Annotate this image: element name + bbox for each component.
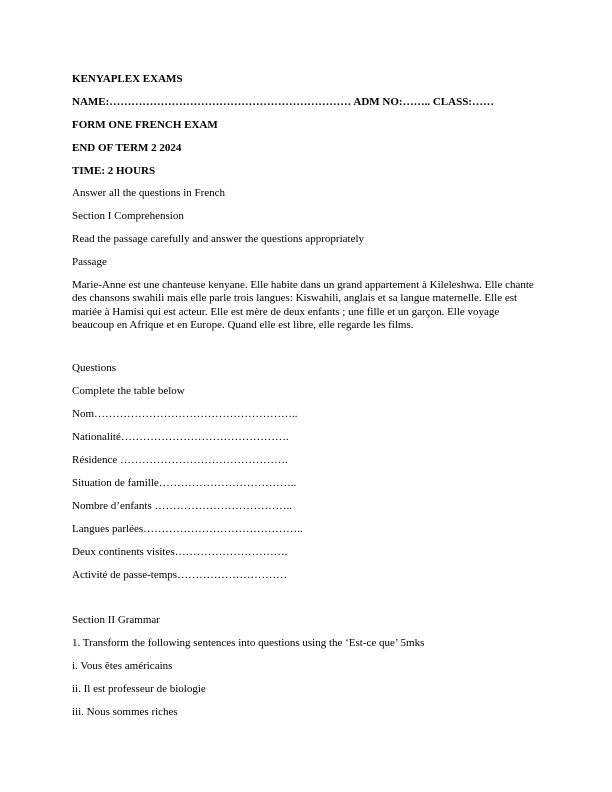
field-nombre-enfants: Nombre d’enfants ……………………………….. [72,500,292,512]
field-deux-continents: Deux continents visites…………………………. [72,546,288,558]
field-nom: Nom……………………………………………….. [72,408,298,420]
section2-title: Section II Grammar [72,614,160,626]
passage-label: Passage [72,256,107,268]
field-langues-parlees: Langues parlées…………………………………….. [72,523,303,535]
field-residence: Résidence ………………………………………. [72,454,288,466]
questions-label: Questions [72,362,116,374]
exam-title: FORM ONE FRENCH EXAM [72,119,218,131]
table-instruction: Complete the table below [72,385,185,397]
student-details-line: NAME:………………………………………………………… ADM NO:…….. CLASS:…… [72,96,494,108]
section1-title: Section I Comprehension [72,210,184,222]
field-nationalite: Nationalité………………………………………. [72,431,289,443]
passage-text: Marie-Anne est une chanteuse kenyane. Elle habite dans un grand appartement à Kileleshwa. Elle chante des chansons swahili mais elle parle trois langues: Kiswahili, anglais et sa langue maternelle. Elle est mariée à Hamisi qui est acteur. Elle est mère de deux enfants ; une fille et un garçon. Elle voyage beaucoup en Afrique et en Europe. Quand elle est libre, elle regarde les films. [72,279,534,332]
field-activite-passe-temps: Activité de passe-temps………………………… [72,569,288,581]
grammar-item-3: iii. Nous sommes riches [72,706,178,718]
field-situation-famille: Situation de famille……………………………….. [72,477,297,489]
general-instructions: Answer all the questions in French [72,187,226,199]
section1-instruction: Read the passage carefully and answer the questions appropriately [72,233,365,245]
grammar-item-1: i. Vous êtes américains [72,660,173,672]
section2-question1: 1. Transform the following sentences into questions using the ‘Est-ce que’ 5mks [72,637,425,649]
exam-term: END OF TERM 2 2024 [72,142,182,154]
grammar-item-2: ii. Il est professeur de biologie [72,683,206,695]
exam-time: TIME: 2 HOURS [72,165,156,177]
school-name: KENYAPLEX EXAMS [72,73,183,85]
